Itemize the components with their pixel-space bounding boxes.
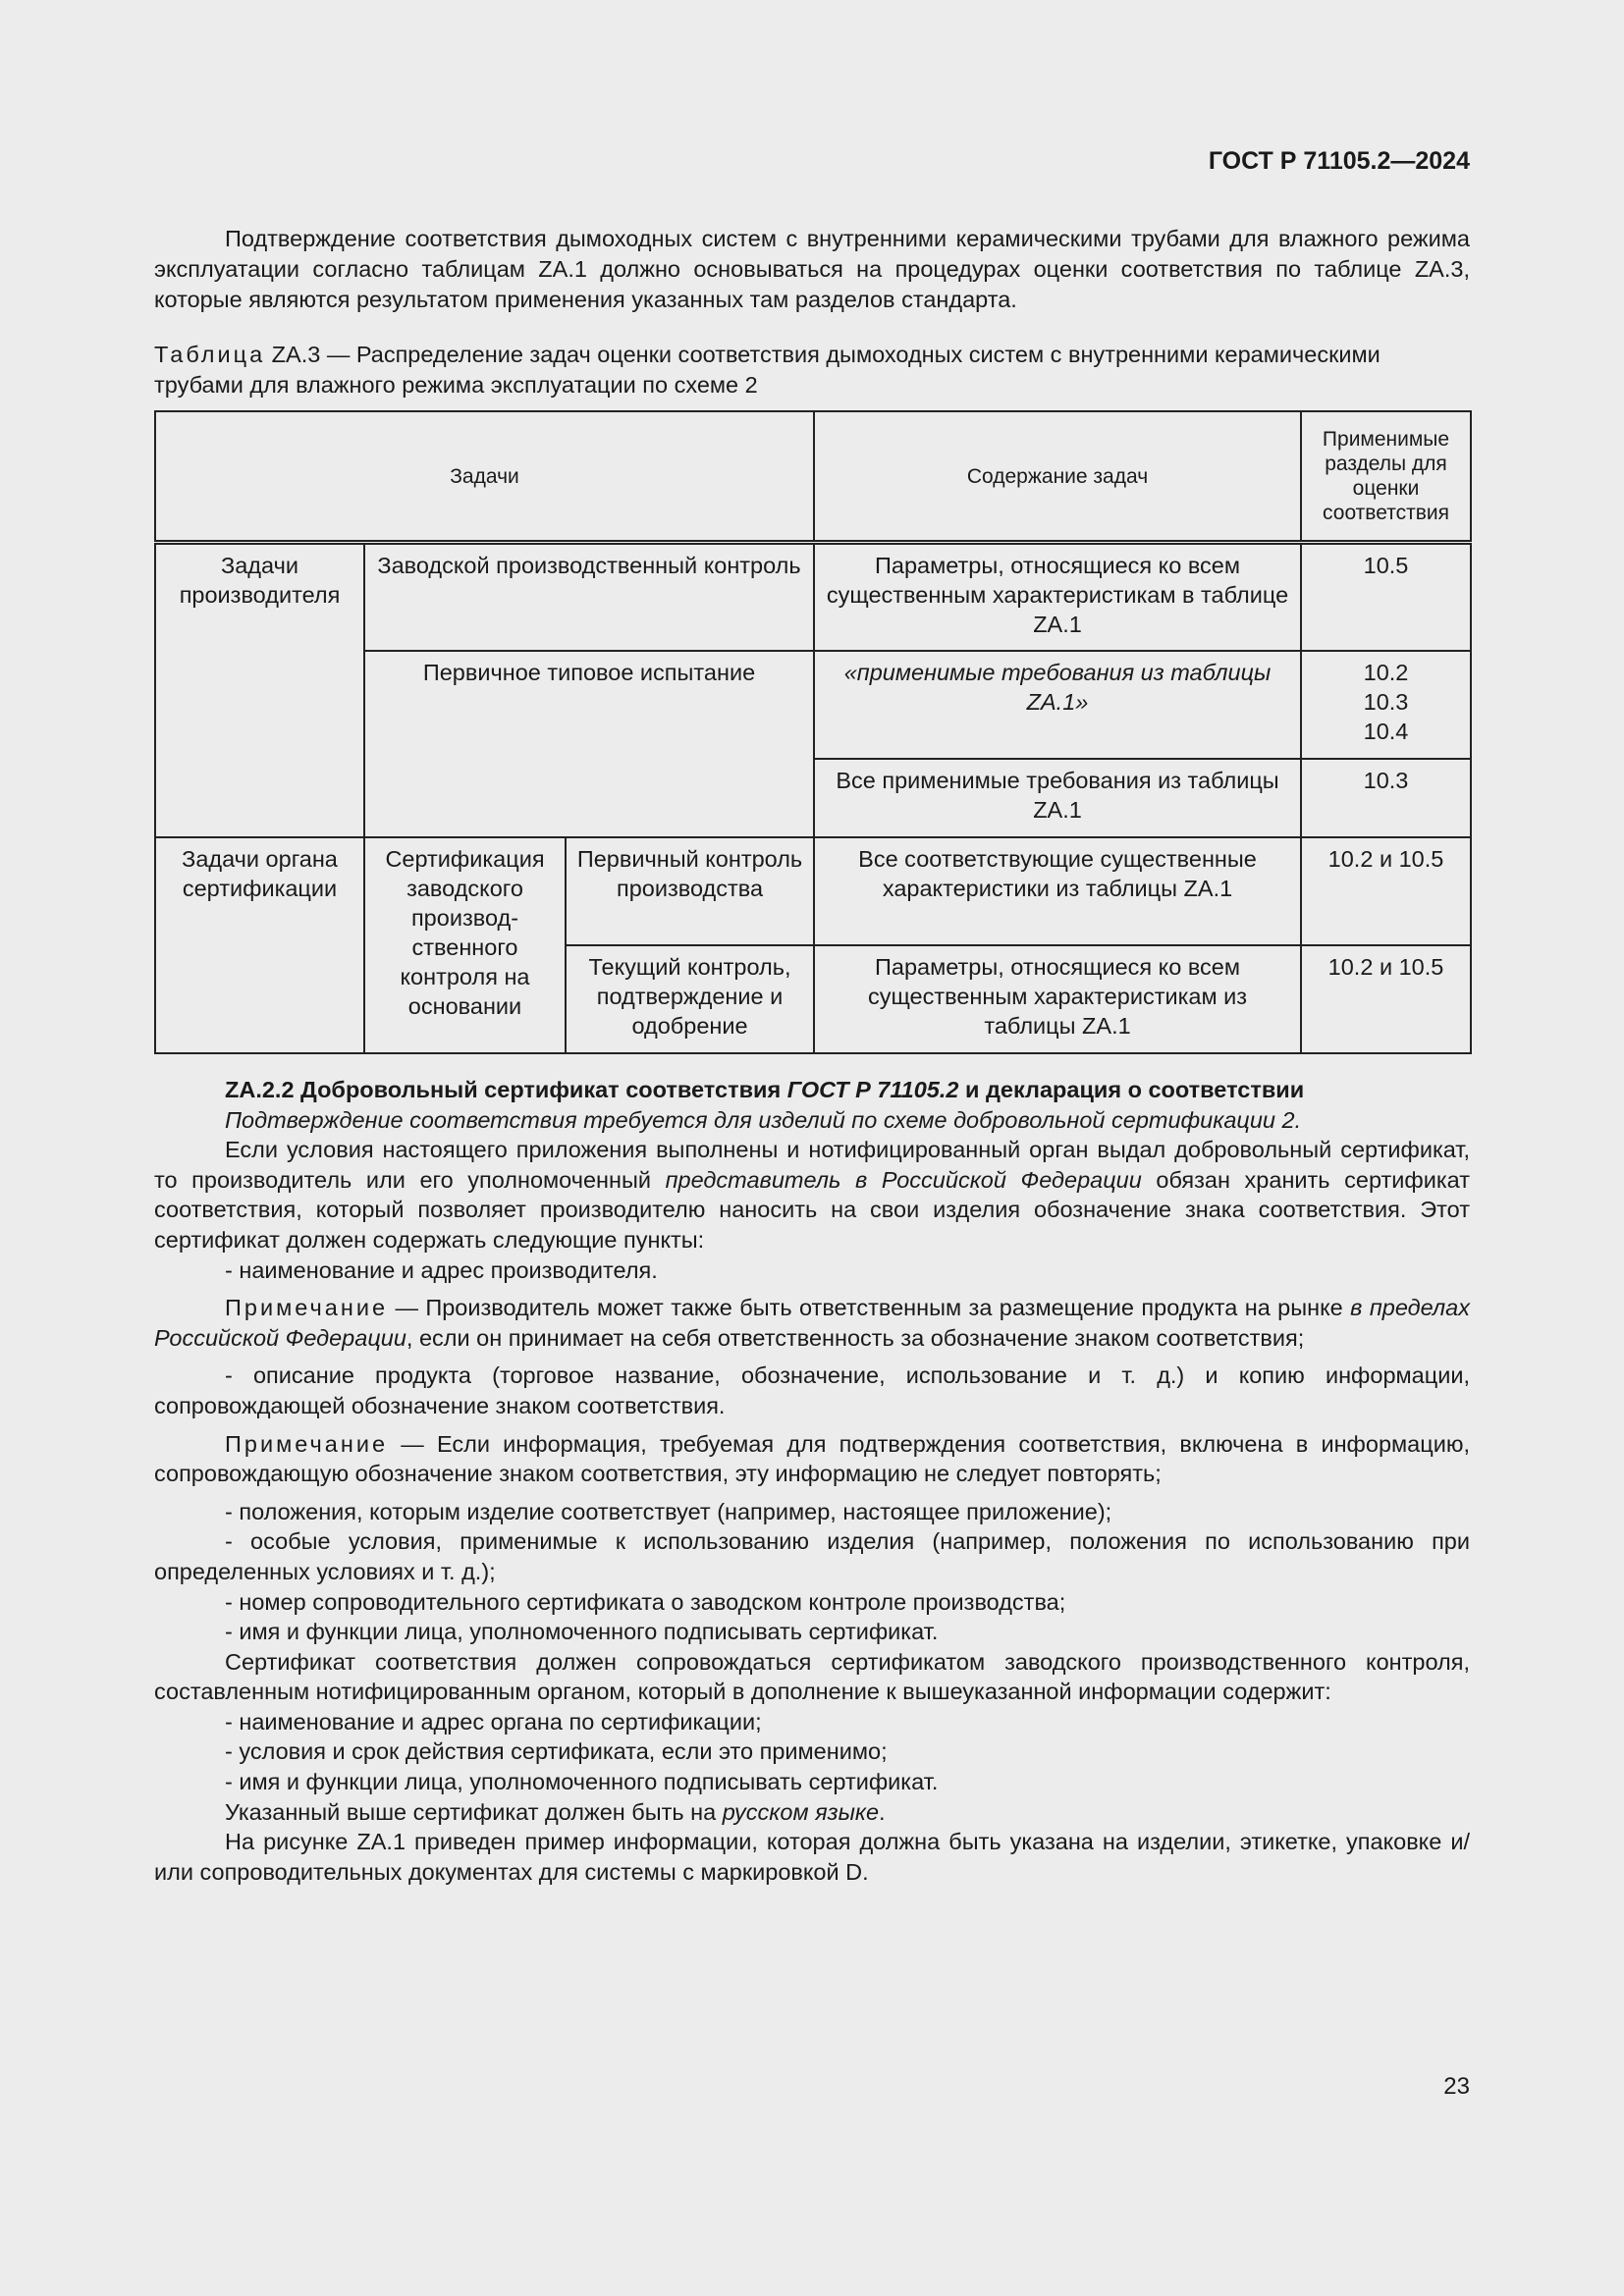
paragraph: На рисунке ZA.1 приведен пример информации, которая должна быть указана на изделии, этикетке, упаковке и/или сопроводительных документах для системы с маркировкой D. (154, 1829, 1470, 1885)
section-heading (154, 1075, 1470, 1105)
section-heading-part: и декларация о соответствии (958, 1077, 1305, 1102)
table-caption (154, 340, 1470, 400)
cell-initial-content: Все соответствующие существенные характеристики из таблицы ZA.1 (814, 837, 1301, 945)
cell-body-tasks: Задачи органа сертификации (155, 837, 364, 1053)
cell-fpc: Заводской производственный контроль (364, 543, 814, 651)
header-sections: Применимые разделы для оценки соответствия (1301, 411, 1471, 543)
cell-certification: Сертификация заводского производственного контроля на основании (364, 837, 566, 1053)
cell-initial-inspection: Первичный контроль производства (566, 837, 814, 945)
cell-itt-sections-1: 10.2 10.3 10.4 (1301, 651, 1471, 759)
conformity-tasks-table (154, 410, 1472, 1054)
list-item: - положения, которым изделие соответствует (например, настоящее приложение); (225, 1498, 1112, 1524)
text-run-italic: в пределах Российской Федерации (154, 1295, 1470, 1351)
cell-itt-content-2: Все применимые требования из таблицы ZA.1 (814, 759, 1301, 837)
cell-fpc-sections: 10.5 (1301, 543, 1471, 651)
text-run: Указанный выше сертификат должен быть на (225, 1798, 723, 1825)
cell-itt-content-1: «применимые требования из таблицы ZA.1» (814, 651, 1301, 759)
text-run: обязан хранить сертификат соответствия, который позволяет производителю наносить на свои изделия обозначение знака соответствия. Этот сертификат должен содержать следующие пункты: (154, 1166, 1470, 1253)
cell-manufacturer-tasks: Задачи производителя (155, 543, 364, 837)
text-run-italic: представитель в Российской Федерации (665, 1166, 1142, 1193)
cell-initial-sections: 10.2 и 10.5 (1301, 837, 1471, 945)
cell-fpc-content: Параметры, относящиеся ко всем существенным характеристикам в таблице ZA.1 (814, 543, 1301, 651)
document-code: ГОСТ Р 71105.2—2024 (1208, 147, 1470, 175)
note-label: Примечание (225, 1295, 389, 1321)
page-number: 23 (1443, 2073, 1470, 2100)
text-run: — Если информация, требуемая для подтверждения соответствия, включена в информацию, сопровождающую обозначение знаком соответствия, эту информацию не следует повторять; (154, 1430, 1470, 1487)
list-item: - имя и функции лица, уполномоченного подписывать сертификат. (225, 1769, 939, 1795)
note-label: Примечание (225, 1430, 389, 1457)
section-body (154, 1075, 1470, 1887)
text-run: — Производитель может также быть ответственным за размещение продукта на рынке (388, 1295, 1351, 1321)
table-caption-label: Таблица (154, 342, 266, 367)
intro-paragraph: Подтверждение соответствия дымоходных систем с внутренними керамическими трубами для влажного режима эксплуатации согласно таблицам ZA.1 должно основываться на процедурах оценки соответствия по таблице ZA.3, которые являются результатом применения указанных там разделов стандарта. (154, 226, 1470, 312)
list-item: - особые условия, применимые к использованию изделия (например, положения по использованию при определенных условиях и т. д.); (154, 1528, 1470, 1584)
list-item: - условия и срок действия сертификата, если это применимо; (225, 1738, 888, 1765)
text-run: . (879, 1798, 886, 1825)
list-item: - номер сопроводительного сертификата о заводском контроле производства; (225, 1588, 1066, 1615)
cell-surveillance-sections: 10.2 и 10.5 (1301, 945, 1471, 1053)
text-run: Если условия настоящего приложения выполнены и нотифицированный орган выдал добровольный сертификат, то производитель или его уполномоченный (154, 1137, 1470, 1193)
section-heading-standard: ГОСТ Р 71105.2 (786, 1077, 959, 1102)
note (154, 1429, 1470, 1489)
cell-itt: Первичное типовое испытание (364, 651, 814, 837)
list-item: - описание продукта (торговое название, обозначение, использование и т. д.) и копию информации, сопровождающей обозначение знаком соответствия. (154, 1362, 1470, 1418)
text-run: , если он принимает на себя ответственность за обозначение знаком соответствия; (406, 1324, 1305, 1351)
list-item: - наименование и адрес производителя. (225, 1256, 658, 1283)
text-run-italic: русском языке (722, 1798, 880, 1825)
note (154, 1293, 1470, 1353)
cell-itt-sections-2: 10.3 (1301, 759, 1471, 837)
section-heading-part: ZA.2.2 Добровольный сертификат соответствия (225, 1077, 787, 1102)
table-caption-text: ZA.3 — Распределение задач оценки соответствия дымоходных систем с внутренними керамическими трубами для влажного режима эксплуатации по схеме 2 (154, 342, 1380, 398)
paragraph: Подтверждение соответствия требуется для изделий по схеме добровольной сертификации 2. (225, 1106, 1302, 1133)
header-content: Содержание задач (814, 411, 1301, 543)
list-item: - имя и функции лица, уполномоченного подписывать сертификат. (225, 1619, 939, 1645)
cell-surveillance: Текущий контроль, подтверждение и одобрение (566, 945, 814, 1053)
paragraph: Сертификат соответствия должен сопровождаться сертификатом заводского производственного контроля, составленным нотифицированным органом, который в дополнение к вышеуказанной информации содержит: (154, 1648, 1470, 1705)
list-item: - наименование и адрес органа по сертификации; (225, 1708, 762, 1735)
paragraph (154, 1797, 1470, 1828)
paragraph (154, 1135, 1470, 1255)
cell-surveillance-content: Параметры, относящиеся ко всем существенным характеристикам из таблицы ZA.1 (814, 945, 1301, 1053)
header-tasks: Задачи (155, 411, 814, 543)
